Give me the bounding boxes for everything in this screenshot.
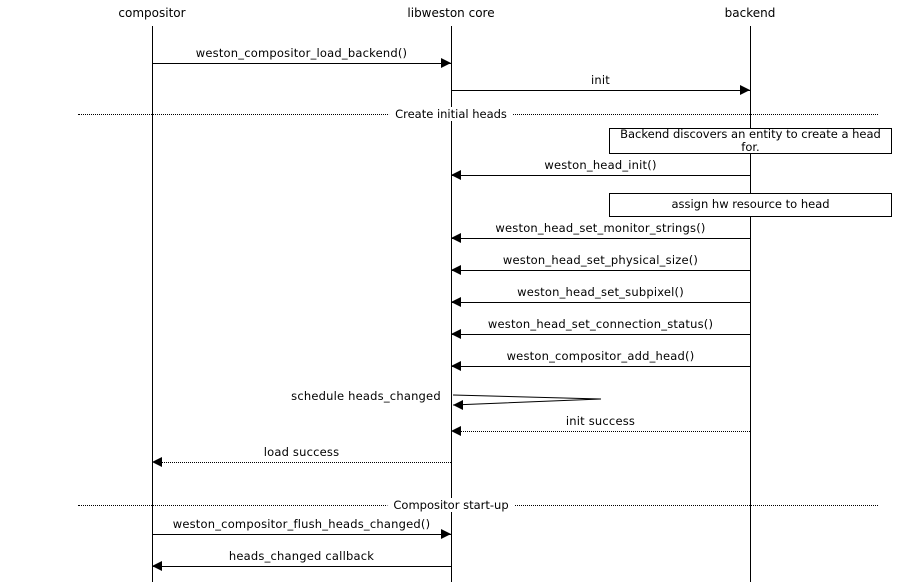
message-label: weston_head_set_monitor_strings()	[495, 221, 706, 235]
message-line	[451, 334, 750, 335]
arrow-head	[451, 170, 461, 180]
message-line	[451, 270, 750, 271]
message-label: weston_head_set_connection_status()	[487, 317, 714, 331]
message-label: weston_compositor_add_head()	[506, 349, 695, 363]
arrow-head	[441, 58, 451, 68]
message-label: init success	[565, 414, 636, 428]
message-label: weston_compositor_flush_heads_changed()	[172, 517, 431, 531]
message-line	[451, 90, 750, 91]
arrow-head	[451, 329, 461, 339]
arrow-head	[740, 85, 750, 95]
message-line	[152, 566, 451, 567]
message-label: schedule heads_changed	[291, 389, 441, 403]
message-line	[451, 431, 750, 432]
separator-label: Create initial heads	[389, 107, 513, 121]
note-box: Backend discovers an entity to create a head for.	[609, 128, 892, 154]
lifeline-backend	[750, 26, 751, 582]
arrow-head	[451, 265, 461, 275]
arrow-head	[451, 233, 461, 243]
message-label: init	[591, 73, 610, 87]
lifeline-compositor	[152, 26, 153, 582]
lifeline-label-compositor: compositor	[118, 6, 186, 20]
message-line	[451, 366, 750, 367]
message-line	[451, 175, 750, 176]
arrow-head	[441, 529, 451, 539]
lifeline-label-backend: backend	[724, 6, 776, 20]
message-label: load success	[263, 445, 340, 459]
message-line	[451, 238, 750, 239]
message-line	[152, 462, 451, 463]
arrow-head	[451, 361, 461, 371]
message-label: weston_head_set_physical_size()	[502, 253, 699, 267]
message-line	[152, 534, 451, 535]
note-box: assign hw resource to head	[609, 193, 892, 217]
message-label: weston_head_set_subpixel()	[517, 285, 684, 299]
message-line	[451, 302, 750, 303]
message-line	[152, 63, 451, 64]
message-label: weston_compositor_load_backend()	[195, 46, 408, 60]
separator-label: Compositor start-up	[387, 498, 514, 512]
arrow-head	[152, 457, 162, 467]
lifeline-label-libweston-core: libweston core	[407, 6, 495, 20]
message-label: weston_head_init()	[544, 158, 657, 172]
arrow-head	[152, 561, 162, 571]
arrow-head	[451, 297, 461, 307]
message-label: heads_changed callback	[228, 549, 375, 563]
arrow-head	[451, 426, 461, 436]
